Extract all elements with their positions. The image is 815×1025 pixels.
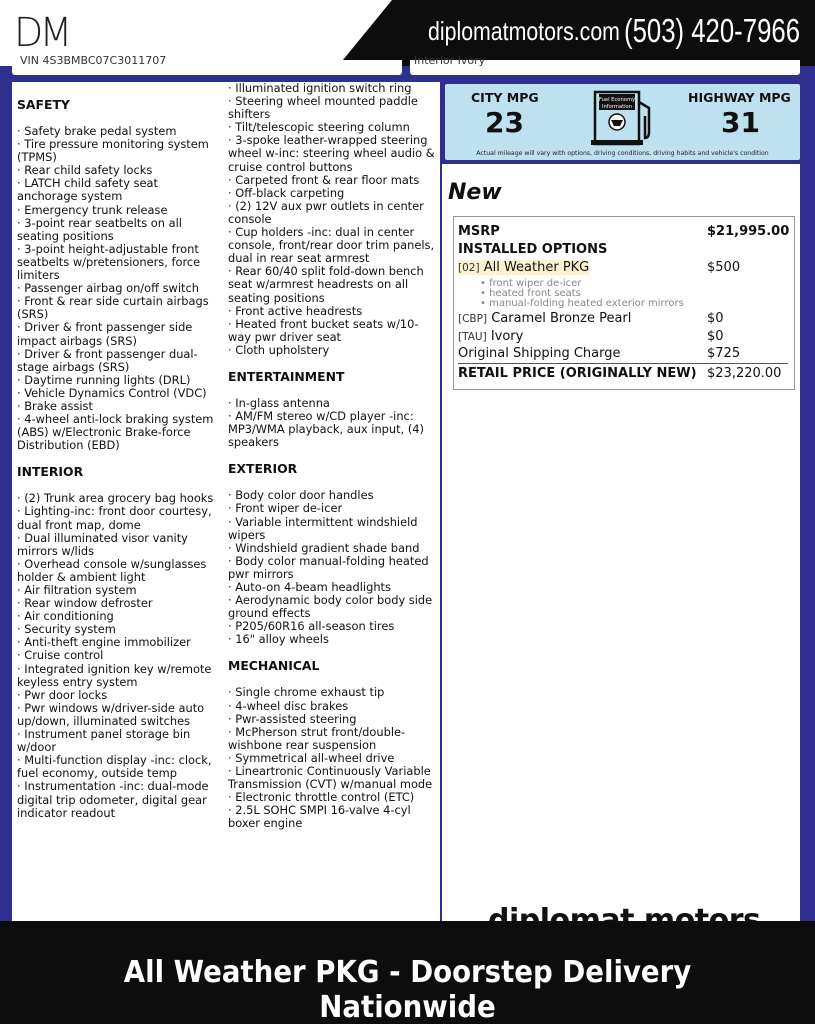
feature-item: · Symmetrical all-wheel drive — [228, 750, 395, 765]
option-name: Ivory — [490, 329, 524, 344]
package-detail-item: • manual-folding heated exterior mirrors — [480, 298, 684, 309]
feature-item: · P205/60R16 all-season tires — [228, 619, 395, 634]
feature-item: · Lighting-inc: front door courtesy, dual front map, dome — [17, 504, 212, 532]
price-box — [453, 216, 795, 390]
vin-field — [12, 54, 402, 75]
section-title-mechanical: MECHANICAL — [228, 658, 320, 674]
retail-label: RETAIL PRICE (ORIGINALLY NEW) — [458, 366, 697, 381]
dealer-website-link[interactable]: diplomatmotors.com — [428, 16, 620, 46]
safety-list — [17, 125, 217, 452]
feature-item: · 16" alloy wheels — [228, 632, 329, 647]
vin-text: VIN 4S3BMBC07C3011707 — [20, 54, 167, 67]
highway-mpg-value: 31 — [721, 106, 760, 139]
feature-item: · (2) 12V aux pwr outlets in center console — [228, 198, 424, 226]
feature-item: · 3-point rear seatbelts on all seating positions — [17, 215, 182, 243]
feature-item: · Front & rear side curtain airbags (SRS) — [17, 294, 209, 322]
pricing-panel — [442, 164, 800, 929]
package-detail-item: • heated front seats — [480, 288, 581, 299]
exterior-list — [228, 489, 436, 646]
feature-item: · Tilt/telescopic steering column — [228, 120, 410, 135]
feature-item: · Brake assist — [17, 398, 93, 413]
feature-item: · 3-point height-adjustable front seatbelts w/pretensioners, force limiters — [17, 241, 201, 283]
feature-item: · Anti-theft engine immobilizer — [17, 635, 191, 650]
feature-item: · AM/FM stereo w/CD player -inc: MP3/WMA playback, aux input, (4) speakers — [228, 409, 424, 450]
mechanical-list — [228, 686, 436, 830]
feature-item: · Cloth upholstery — [228, 342, 330, 357]
feature-item: · Windshield gradient shade band — [228, 540, 420, 555]
feature-item: · Variable intermittent windshield wipers — [228, 514, 418, 542]
feature-item: · Multi-function display -inc: clock, fuel economy, outside temp — [17, 753, 212, 781]
msrp-row — [458, 224, 788, 239]
option-code: [CBP] — [458, 313, 488, 325]
section-title-exterior: EXTERIOR — [228, 461, 298, 477]
section-title-entertainment: ENTERTAINMENT — [228, 368, 345, 384]
option-price: $500 — [707, 260, 741, 275]
feature-item: · Air conditioning — [17, 609, 114, 624]
feature-item: · Front active headrests — [228, 303, 363, 318]
feature-item: · Body color door handles — [228, 488, 374, 503]
option-row — [458, 260, 788, 275]
retail-value: $23,220.00 — [707, 366, 782, 381]
feature-item: · Overhead console w/sunglasses holder & ambient light — [17, 556, 207, 584]
section-title-interior: INTERIOR — [17, 464, 84, 480]
feature-item: · Single chrome exhaust tip — [228, 685, 385, 700]
feature-item: · Security system — [17, 622, 116, 637]
interior-color-text: Interior Ivory — [414, 54, 486, 67]
feature-item: · Rear 60/40 split fold-down bench seat w/armrest headrests on all seating positions — [228, 264, 424, 305]
feature-item: · Off-black carpeting — [228, 185, 345, 200]
fuel-economy-box — [445, 84, 800, 160]
option-row — [458, 311, 788, 326]
option-code: [TAU] — [458, 331, 487, 343]
feature-item: · Pwr windows w/driver-side auto up/down, illuminated switches — [17, 700, 205, 728]
entertainment-list — [228, 397, 436, 449]
feature-item: · (2) Trunk area grocery bag hooks — [17, 491, 214, 506]
package-detail-item: • front wiper de-icer — [480, 278, 582, 289]
option-code: [02] — [458, 262, 480, 274]
shipping-label: Original Shipping Charge — [458, 346, 621, 361]
feature-item: · Auto-on 4-beam headlights — [228, 580, 391, 594]
fuel-pump-icon — [591, 90, 655, 146]
interior-list — [17, 492, 217, 819]
feature-item: · Aerodynamic body color body side ground effects — [228, 593, 433, 621]
shipping-row — [458, 346, 788, 361]
installed-options-title: INSTALLED OPTIONS — [458, 242, 608, 257]
feature-item: · Emergency trunk release — [17, 202, 168, 217]
city-mpg-label: CITY MPG — [471, 90, 539, 105]
feature-item: · Air filtration system — [17, 583, 137, 597]
interior-color-field — [410, 54, 800, 75]
feature-item: · Driver & front passenger dual-stage airbags (SRS) — [17, 346, 198, 374]
feature-item: · 3-spoke leather-wrapped steering wheel w-inc: steering wheel audio & cruise control buttons — [228, 133, 435, 174]
feature-item: · Pwr door locks — [17, 687, 108, 702]
feature-item: · Integrated ignition key w/remote keyless entry system — [17, 661, 212, 689]
msrp-label: MSRP — [458, 224, 500, 239]
feature-item: · Electronic throttle control (ETC) — [228, 790, 415, 805]
feature-item: · Tire pressure monitoring system (TPMS) — [17, 137, 209, 165]
highway-mpg-label: HIGHWAY MPG — [688, 90, 791, 105]
msrp-value: $21,995.00 — [707, 224, 790, 239]
feature-item: · Illuminated ignition switch ring — [228, 81, 412, 95]
feature-item: · Rear child safety locks — [17, 163, 153, 178]
feature-item: · LATCH child safety seat anchorage system — [17, 176, 158, 204]
pump-text-line1: Fuel Economy — [598, 97, 636, 103]
feature-item: · Passenger airbag on/off switch — [17, 281, 199, 296]
feature-item: · Cruise control — [17, 648, 104, 663]
mpg-disclaimer: Actual mileage will vary with options, driving conditions, driving habits and vehicle's condition — [476, 150, 769, 157]
feature-item: · 2.5L SOHC SMPI 16-valve 4-cyl boxer engine — [228, 803, 411, 831]
feature-item: · Carpeted front & rear floor mats — [228, 172, 420, 187]
feature-item: · Pwr-assisted steering — [228, 711, 357, 726]
feature-item: · Dual illuminated visor vanity mirrors w/lids — [17, 530, 188, 558]
dealer-phone-link[interactable]: (503) 420-7966 — [624, 12, 801, 49]
feature-item: · Heated front bucket seats w/10-way pwr driver seat — [228, 316, 419, 344]
feature-item: · Instrument panel storage bin w/door — [17, 727, 191, 755]
feature-item: · Front wiper de-icer — [228, 501, 343, 516]
retail-row — [458, 366, 788, 381]
option-name: Caramel Bronze Pearl — [491, 311, 632, 326]
feature-item: · Daytime running lights (DRL) — [17, 372, 191, 387]
features-panel — [12, 82, 440, 927]
option-price: $0 — [707, 311, 724, 326]
features-column-left — [17, 82, 217, 820]
interior-continued-list — [228, 82, 436, 357]
feature-item: · Vehicle Dynamics Control (VDC) — [17, 385, 207, 400]
feature-item: · Safety brake pedal system — [17, 124, 177, 138]
option-price: $0 — [707, 329, 724, 344]
feature-item: · 4-wheel disc brakes — [228, 698, 349, 713]
feature-item: · Instrumentation -inc: dual-mode digital trip odometer, digital gear indicator readout — [17, 779, 209, 820]
option-name: All Weather PKG — [483, 260, 590, 275]
price-divider — [458, 363, 788, 364]
city-mpg-value: 23 — [485, 106, 524, 139]
feature-item: · McPherson strut front/double-wishbone rear suspension — [228, 724, 406, 752]
feature-item: · In-glass antenna — [228, 395, 330, 410]
feature-item: · Body color manual-folding heated pwr mirrors — [228, 553, 429, 581]
pump-text-line2: Information — [601, 104, 633, 110]
feature-item: · Steering wheel mounted paddle shifters — [228, 94, 418, 122]
dealer-watermark — [488, 906, 760, 921]
feature-item: · 4-wheel anti-lock braking system (ABS) w/Electronic Brake-force Distribution (EBD) — [17, 412, 214, 453]
features-column-right — [228, 82, 436, 831]
shipping-value: $725 — [707, 346, 741, 361]
feature-item: · Driver & front passenger side impact airbags (SRS) — [17, 320, 193, 348]
condition-label: New — [448, 180, 502, 205]
dealer-logo[interactable]: DM — [14, 10, 69, 56]
feature-item: · Rear window defroster — [17, 596, 153, 611]
footer-banner-text: All Weather PKG - Doorstep Delivery Nationwide — [123, 955, 692, 1025]
option-row — [458, 329, 788, 344]
section-title-safety: SAFETY — [17, 97, 70, 112]
feature-item: · Cup holders -inc: dual in center console, front/rear door trim panels, dual in rear seat armrest — [228, 225, 435, 266]
feature-item: · Lineartronic Continuously Variable Transmission (CVT) w/manual mode — [228, 764, 433, 792]
